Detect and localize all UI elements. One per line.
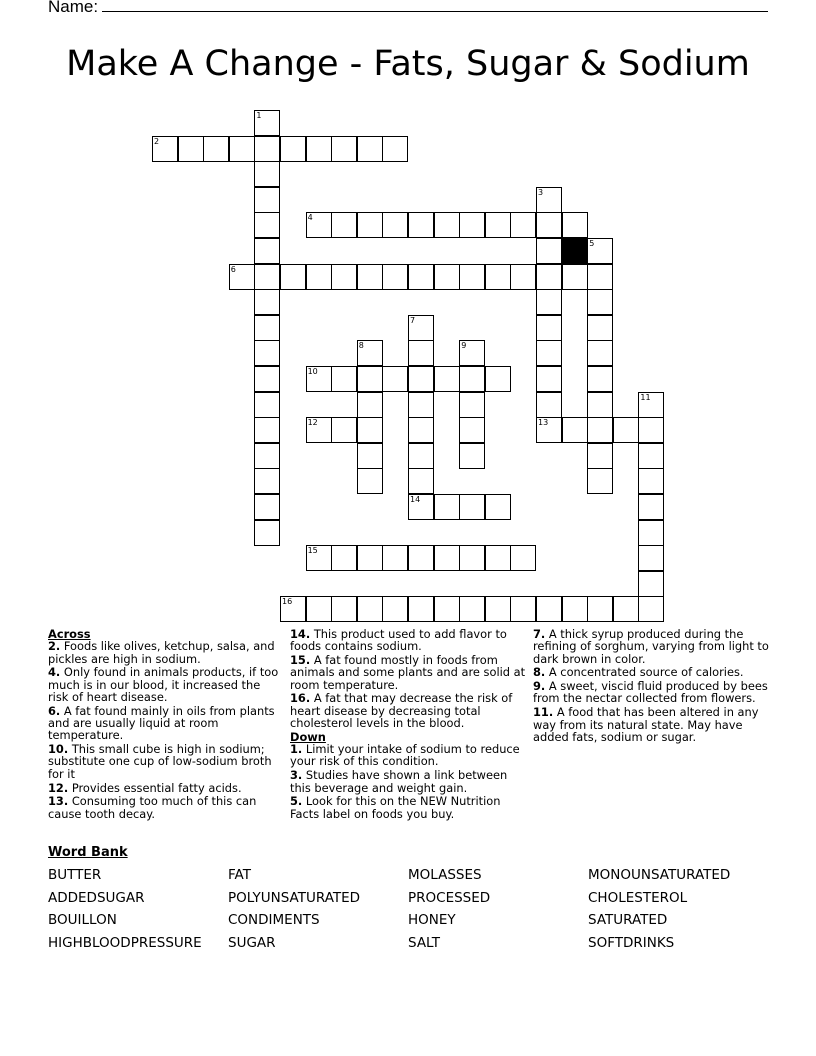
word-bank-item: MONOUNSATURATED	[588, 867, 731, 883]
crossword-cell[interactable]	[331, 136, 357, 162]
crossword-cell[interactable]	[587, 596, 613, 622]
crossword-cell[interactable]	[459, 264, 485, 290]
crossword-cell[interactable]	[459, 392, 485, 418]
word-bank-item: ADDEDSUGAR	[48, 890, 145, 906]
crossword-cell[interactable]	[357, 443, 383, 469]
crossword-cell[interactable]	[408, 212, 434, 238]
name-label: Name:	[48, 0, 99, 16]
crossword-cell[interactable]	[254, 136, 280, 162]
word-bank-item: HIGHBLOODPRESSURE	[48, 935, 202, 951]
crossword-cell[interactable]	[613, 596, 639, 622]
crossword-cell[interactable]	[587, 340, 613, 366]
crossword-cell[interactable]	[382, 596, 408, 622]
crossword-cell[interactable]	[459, 340, 485, 366]
crossword-cell[interactable]	[306, 366, 332, 392]
clue-across-16: 16. A fat that may decrease the risk of heart disease by decreasing total cholesterol levels in the blood.	[290, 691, 513, 731]
crossword-cell[interactable]	[306, 264, 332, 290]
crossword-cell[interactable]	[587, 238, 613, 264]
crossword-cell[interactable]	[587, 417, 613, 443]
clue-across-15: 15. A fat found mostly in foods from animals and some plants and are solid at room temperature.	[290, 653, 526, 692]
crossword-cell[interactable]	[229, 136, 255, 162]
crossword-cell[interactable]	[408, 468, 434, 494]
crossword-cell[interactable]	[459, 212, 485, 238]
crossword-cell[interactable]	[434, 494, 460, 520]
clues-column-1	[48, 628, 284, 821]
word-bank-item: MOLASSES	[408, 867, 482, 883]
page-title: Make A Change - Fats, Sugar & Sodium	[66, 44, 750, 84]
crossword-cell[interactable]	[536, 289, 562, 315]
crossword-cell[interactable]	[254, 417, 280, 443]
word-bank-item: SATURATED	[588, 912, 668, 928]
crossword-cell[interactable]	[459, 366, 485, 392]
cell-number: 9	[461, 341, 467, 351]
crossword-cell[interactable]	[357, 264, 383, 290]
crossword-black-cell	[562, 238, 588, 264]
cell-number: 15	[307, 546, 318, 556]
crossword-cell[interactable]	[485, 494, 511, 520]
word-bank-item: POLYUNSATURATED	[228, 890, 361, 906]
word-bank-item: CHOLESTEROL	[588, 890, 688, 906]
crossword-cell[interactable]	[485, 212, 511, 238]
crossword-cell[interactable]	[408, 264, 434, 290]
crossword-cell[interactable]	[510, 264, 536, 290]
crossword-cell[interactable]	[331, 212, 357, 238]
crossword-cell[interactable]	[562, 212, 588, 238]
clue-down-3: 3. Studies have shown a link between this beverage and weight gain.	[290, 768, 508, 795]
cell-number: 13	[538, 418, 549, 428]
crossword-cell[interactable]	[357, 212, 383, 238]
crossword-cell[interactable]	[331, 264, 357, 290]
crossword-cell[interactable]	[254, 264, 280, 290]
crossword-cell[interactable]	[408, 392, 434, 418]
cell-number: 6	[230, 264, 236, 274]
crossword-cell[interactable]	[280, 136, 306, 162]
crossword-cell[interactable]	[331, 417, 357, 443]
crossword-cell[interactable]	[280, 264, 306, 290]
word-bank-item: SOFTDRINKS	[588, 935, 675, 951]
cell-number: 2	[154, 136, 160, 146]
crossword-cell[interactable]	[382, 545, 408, 571]
crossword-cell[interactable]	[510, 212, 536, 238]
crossword-cell[interactable]	[613, 417, 639, 443]
crossword-cell[interactable]	[587, 315, 613, 341]
clue-down-5: 5. Look for this on the NEW Nutrition Facts label on foods you buy.	[290, 794, 501, 821]
crossword-cell[interactable]	[382, 264, 408, 290]
crossword-cell[interactable]	[357, 136, 383, 162]
crossword-cell[interactable]	[587, 366, 613, 392]
crossword-cell[interactable]	[434, 545, 460, 571]
crossword-cell[interactable]	[562, 596, 588, 622]
crossword-cell[interactable]	[562, 264, 588, 290]
word-bank-item: SUGAR	[228, 935, 276, 951]
crossword-cell[interactable]	[382, 366, 408, 392]
crossword-cell[interactable]	[536, 417, 562, 443]
crossword-cell[interactable]	[254, 212, 280, 238]
crossword-cell[interactable]	[254, 315, 280, 341]
crossword-cell[interactable]	[382, 136, 408, 162]
down-heading: Down	[290, 729, 326, 744]
clues-column-3	[533, 628, 769, 745]
crossword-cell[interactable]	[178, 136, 204, 162]
crossword-cell[interactable]	[587, 392, 613, 418]
crossword-cell[interactable]	[638, 520, 664, 546]
crossword-cell[interactable]	[254, 340, 280, 366]
crossword-cell[interactable]	[357, 392, 383, 418]
crossword-cell[interactable]	[638, 392, 664, 418]
cell-number: 3	[538, 187, 544, 197]
cell-number: 5	[589, 239, 595, 248]
crossword-cell[interactable]	[485, 366, 511, 392]
crossword-cell[interactable]	[536, 392, 562, 418]
crossword-cell[interactable]	[434, 264, 460, 290]
word-bank-item: BUTTER	[48, 867, 102, 883]
crossword-cell[interactable]	[254, 443, 280, 469]
crossword-cell[interactable]	[254, 520, 280, 546]
clue-across-13: 13. Consuming too much of this can cause tooth decay.	[48, 794, 257, 821]
crossword-cell[interactable]	[331, 545, 357, 571]
crossword-cell[interactable]	[536, 596, 562, 622]
crossword-cell[interactable]	[306, 417, 332, 443]
crossword-cell[interactable]	[638, 494, 664, 520]
crossword-cell[interactable]	[254, 187, 280, 213]
crossword-cell[interactable]	[254, 392, 280, 418]
crossword-cell[interactable]	[280, 596, 306, 622]
cell-number: 7	[410, 315, 416, 325]
crossword-cell[interactable]	[485, 596, 511, 622]
crossword-cell[interactable]	[434, 212, 460, 238]
crossword-cell[interactable]	[459, 494, 485, 520]
clue-down-1: 1. Limit your intake of sodium to reduce your risk of this condition.	[290, 742, 520, 769]
crossword-cell[interactable]	[587, 468, 613, 494]
crossword-cell[interactable]	[536, 212, 562, 238]
crossword-cell[interactable]	[357, 468, 383, 494]
crossword-cell[interactable]	[459, 443, 485, 469]
word-bank-item: FAT	[228, 867, 251, 883]
word-bank-item: SALT	[408, 935, 440, 951]
crossword-cell[interactable]	[229, 264, 255, 290]
crossword-cell[interactable]	[306, 136, 332, 162]
crossword-cell[interactable]	[152, 136, 178, 162]
clue-across-6: 6. A fat found mainly in oils from plants and are usually liquid at room temperature.	[48, 703, 275, 743]
crossword-cell[interactable]	[459, 596, 485, 622]
crossword-cell[interactable]	[357, 417, 383, 443]
word-bank-item: HONEY	[408, 912, 456, 928]
crossword-cell[interactable]	[254, 161, 280, 187]
crossword-cell[interactable]	[638, 571, 664, 597]
crossword-cell[interactable]	[510, 596, 536, 622]
cell-number: 16	[282, 597, 293, 607]
crossword-cell[interactable]	[331, 596, 357, 622]
crossword-cell[interactable]	[357, 596, 383, 622]
crossword-cell[interactable]	[510, 545, 536, 571]
clue-down-7: 7. A thick syrup produced during the refining of sorghum, varying from light to dark brown in color.	[533, 627, 769, 666]
cell-number: 14	[410, 495, 421, 504]
crossword-cell[interactable]	[306, 596, 332, 622]
crossword-cell[interactable]	[254, 110, 280, 136]
clue-across-14: 14. This product used to add flavor to foods contains sodium.	[290, 627, 507, 654]
crossword-cell[interactable]	[485, 264, 511, 290]
cell-number: 1	[256, 111, 262, 120]
crossword-cell[interactable]	[459, 545, 485, 571]
crossword-cell[interactable]	[254, 494, 280, 520]
crossword-cell[interactable]	[408, 315, 434, 341]
clue-across-10: 10. This small cube is high in sodium; substitute one cup of low-sodium broth for it	[48, 742, 272, 781]
crossword-cell[interactable]	[459, 417, 485, 443]
crossword-cell[interactable]	[587, 443, 613, 469]
crossword-cell[interactable]	[254, 366, 280, 392]
crossword-cell[interactable]	[382, 212, 408, 238]
clue-across-12: 12. Provides essential fatty acids.	[48, 780, 242, 795]
crossword-cell[interactable]	[357, 340, 383, 366]
crossword-cell[interactable]	[203, 136, 229, 162]
crossword-cell[interactable]	[638, 545, 664, 571]
cell-number: 11	[640, 392, 651, 402]
across-heading: Across	[48, 627, 91, 641]
crossword-cell[interactable]	[638, 468, 664, 494]
crossword-cell[interactable]	[408, 494, 434, 520]
crossword-cell[interactable]	[536, 238, 562, 264]
clues-column-2	[290, 628, 526, 821]
clue-down-9: 9. A sweet, viscid fluid produced by bees from the nectar collected from flowers.	[533, 679, 768, 706]
crossword-cell[interactable]	[434, 366, 460, 392]
crossword-cell[interactable]	[408, 443, 434, 469]
crossword-cell[interactable]	[306, 545, 332, 571]
crossword-cell[interactable]	[434, 596, 460, 622]
crossword-cell[interactable]	[306, 212, 332, 238]
crossword-cell[interactable]	[536, 264, 562, 290]
clue-down-8: 8. A concentrated source of calories.	[533, 665, 744, 680]
crossword-cell[interactable]	[562, 417, 588, 443]
crossword-cell[interactable]	[408, 545, 434, 571]
crossword-cell[interactable]	[536, 315, 562, 341]
cell-number: 10	[307, 367, 318, 376]
crossword-cell[interactable]	[638, 417, 664, 443]
crossword-cell[interactable]	[638, 596, 664, 622]
crossword-cell[interactable]	[536, 187, 562, 213]
word-bank-item: BOUILLON	[48, 912, 117, 928]
word-bank-item: CONDIMENTS	[228, 912, 320, 928]
clue-down-11: 11. A food that has been altered in any way from its natural state. May have added fats, sodium or sugar.	[533, 705, 759, 744]
crossword-cell[interactable]	[408, 340, 434, 366]
clue-across-4: 4. Only found in animals products, if too much is in our blood, it increased the risk of heart disease.	[48, 665, 279, 704]
crossword-cell[interactable]	[357, 545, 383, 571]
crossword-cell[interactable]	[254, 289, 280, 315]
crossword-cell[interactable]	[536, 366, 562, 392]
clue-across-2: 2. Foods like olives, ketchup, salsa, and pickles are high in sodium.	[48, 639, 275, 666]
crossword-cell[interactable]	[254, 238, 280, 264]
crossword-cell[interactable]	[638, 443, 664, 469]
word-bank-item: PROCESSED	[408, 890, 491, 906]
crossword-cell[interactable]	[536, 340, 562, 366]
crossword-cell[interactable]	[331, 366, 357, 392]
crossword-cell[interactable]	[408, 366, 434, 392]
crossword-cell[interactable]	[357, 366, 383, 392]
crossword-cell[interactable]	[485, 545, 511, 571]
crossword-cell[interactable]	[587, 264, 613, 290]
crossword-cell[interactable]	[408, 417, 434, 443]
word-bank-heading: Word Bank	[48, 845, 128, 860]
crossword-cell[interactable]	[254, 468, 280, 494]
cell-number: 4	[307, 213, 313, 223]
cell-number: 8	[358, 341, 364, 351]
crossword-cell[interactable]	[587, 289, 613, 315]
cell-number: 12	[307, 418, 318, 428]
crossword-cell[interactable]	[408, 596, 434, 622]
